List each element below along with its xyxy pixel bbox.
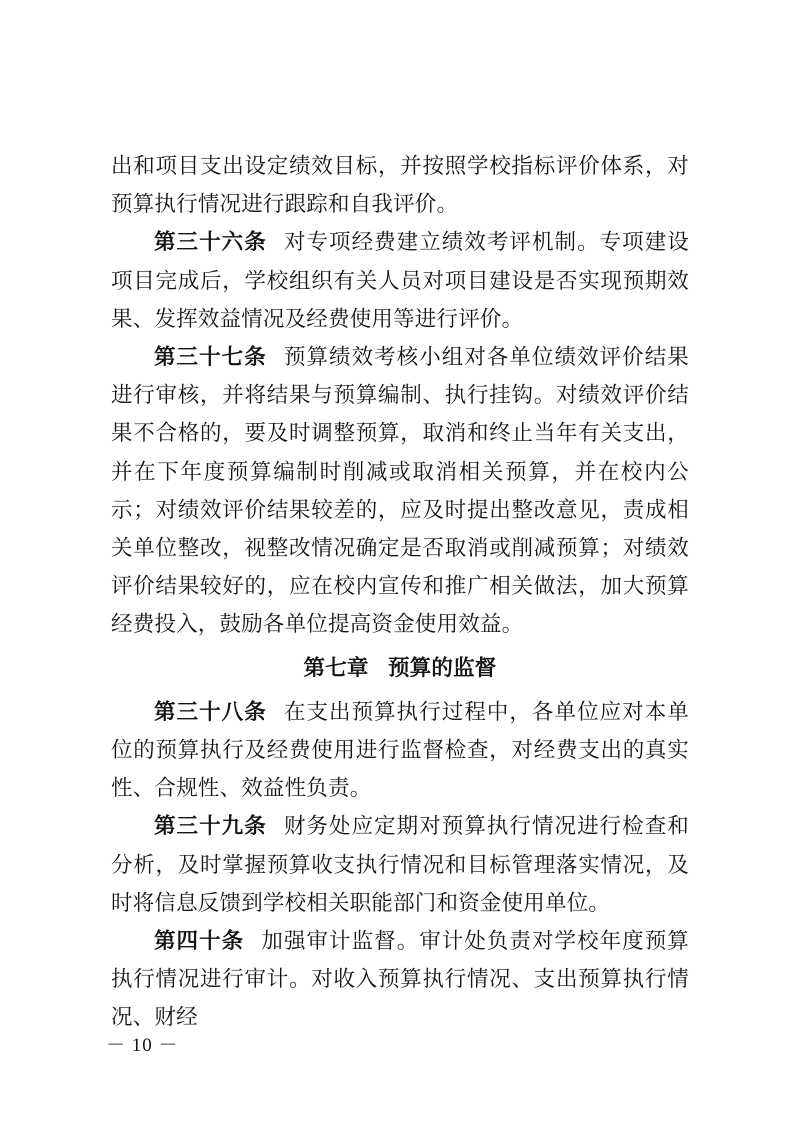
chapter-heading (111, 650, 689, 688)
article-40 (111, 923, 689, 1038)
article-text: 对专项经费建立绩效考评机制。专项建设项目完成后，学校组织有关人员对项目建设是否实现预期效果、发挥效益情况及经费使用等进行评价。 (111, 230, 689, 332)
article-36 (111, 224, 689, 339)
body-text (111, 148, 689, 1038)
article-label: 第三十八条 (154, 699, 267, 725)
article-label: 第三十七条 (154, 345, 267, 371)
article-text: 财务处应定期对预算执行情况进行检查和分析，及时掌握预算收支执行情况和目标管理落实情况，及时将信息反馈到学校相关职能部门和资金使用单位。 (111, 814, 689, 916)
continuation-paragraph: 出和项目支出设定绩效目标，并按照学校指标评价体系，对预算执行情况进行跟踪和自我评价。 (111, 154, 689, 218)
article-38 (111, 694, 689, 809)
chapter-number: 第七章 (303, 655, 369, 681)
chapter-title: 预算的监督 (387, 655, 497, 681)
page-number: － 10 － (106, 1035, 179, 1056)
article-39 (111, 808, 689, 923)
article-text: 加强审计监督。审计处负责对学校年度预算执行情况进行审计。对收入预算执行情况、支出预算执行情况、财经 (111, 929, 689, 1031)
article-label: 第三十六条 (154, 230, 267, 256)
article-label: 第三十九条 (154, 814, 267, 840)
article-37 (111, 339, 689, 645)
article-label: 第四十条 (154, 929, 245, 955)
article-text: 在支出预算执行过程中，各单位应对本单位的预算执行及经费使用进行监督检查，对经费支出的真实性、合规性、效益性负责。 (111, 699, 689, 802)
article-text: 预算绩效考核小组对各单位绩效评价结果进行审核，并将结果与预算编制、执行挂钩。对绩效评价结果不合格的，要及时调整预算，取消和终止当年有关支出，并在下年度预算编制时削减或取消相关预算，并在校内公示；对绩效评价结果较差的，应及时提出整改意见，责成相关单位整改，视整改情况确定是否取消或削减预算；对绩效评价结果较好的，应在校内宣传和推广相关做法，加大预算经费投入，鼓励各单位提高资金使用效益。 (111, 345, 689, 638)
